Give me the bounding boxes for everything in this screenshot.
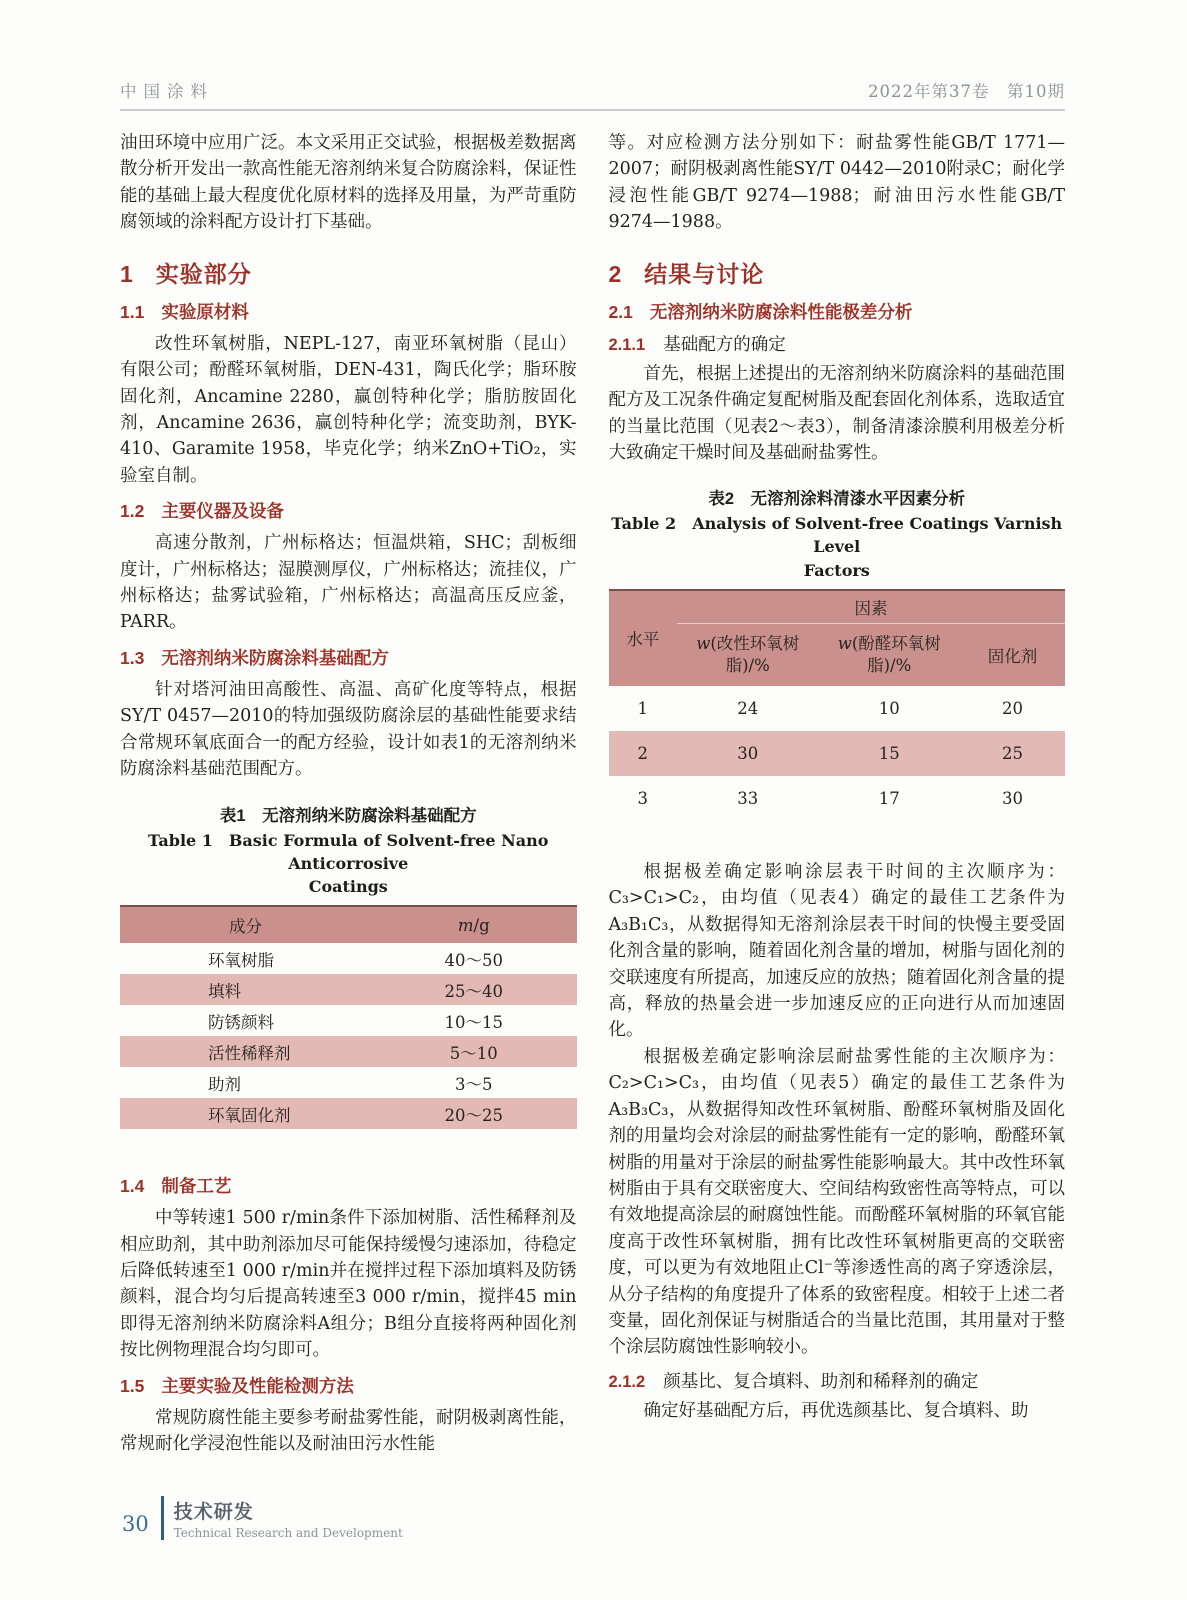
table-1-basic-formula <box>120 905 577 1129</box>
paragraph-equipment: 高速分散剂，广州标格达；恒温烘箱，SHC；刮板细度计，广州标格达；湿膜测厚仪，广州标格达；流挂仪，广州标格达；盐雾试验箱，广州标格达；高温高压反应釜，PARR。 <box>120 533 577 633</box>
table-row: 环氧树脂 40～50 <box>208 950 504 970</box>
page-number: 30 <box>122 1512 149 1536</box>
table-1-caption-en2: Coatings <box>308 876 388 896</box>
footer-divider <box>161 1496 164 1540</box>
table-1-col-mass: m/g <box>457 915 490 935</box>
table-1-caption <box>120 805 577 898</box>
two-column-body <box>120 130 1065 1457</box>
table-row: 1 24 10 20 <box>637 698 1023 718</box>
table-2-col-level: 水平 <box>626 630 660 650</box>
table-2-caption-zh: 表2 无溶剂涂料清漆水平因素分析 <box>708 490 966 509</box>
right-column <box>609 130 1066 1457</box>
paragraph-base-determination: 首先，根据上述提出的无溶剂纳米防腐涂料的基础范围配方及工况条件确定复配树脂及配套固化剂体系，选取适宜的当量比范围（见表2～表3），制备清漆涂膜利用极差分析大致确定干燥时间及基础耐盐雾性。 <box>608 363 1065 463</box>
paragraph-materials: 改性环氧树脂，NEPL-127，南亚环氧树脂（昆山）有限公司；酚醛环氧树脂，DEN-431，陶氏化学；脂环胺固化剂，Ancamine 2280，赢创特种化学；脂肪胺固化剂，Ancamine 2636，赢创特种化学；流变助剂，BYK-410、Garamite 1958，毕克化学；纳米ZnO+TiO₂，实验室自制。 <box>120 333 577 486</box>
footer-section-en: Technical Research and Development <box>173 1525 403 1540</box>
table-2-factors-header: 因素 <box>677 590 1065 624</box>
paragraph-range-drytime: 根据极差确定影响涂层表干时间的主次顺序为：C₃>C₁>C₂，由均值（见表4）确定的最佳工艺条件为A₃B₁C₃，从数据得知无溶剂涂层表干时间的快慢主要受固化剂含量的影响，随着固化剂含量的增加，树脂与固化剂的交联速度有所提高，加速反应的放热；随着固化剂含量的提高，释放的热量会进一步加速反应的正向进行从而加速固化。 <box>608 861 1065 1041</box>
paragraph-base-formula: 针对塔河油田高酸性、高温、高矿化度等特点，根据SY/T 0457—2010的特加强级防腐涂层的基础性能要求结合常规环氧底面合一的配方经验，设计如表1的无溶剂纳米防腐涂料基础范围配方。 <box>120 679 577 780</box>
section-2-1-1-heading: 2.1.1 基础配方的确定 <box>608 334 786 355</box>
table-2-header-row-2 <box>609 624 1066 686</box>
journal-issue: 2022年第37卷 第10期 <box>868 82 1065 101</box>
table-2-caption-en2: Factors <box>803 560 870 580</box>
section-1-2-heading: 1.2 主要仪器及设备 <box>120 501 284 522</box>
table-1-header-row <box>120 906 577 943</box>
section-2-heading: 2 结果与讨论 <box>608 260 765 287</box>
table-2-col-novolac-epoxy: w(酚醛环氧树脂)/% <box>837 633 941 676</box>
table-row: 2 30 15 25 <box>609 731 1066 776</box>
paragraph-test-methods: 常规防腐性能主要参考耐盐雾性能，耐阴极剥离性能，常规耐化学浸泡性能以及耐油田污水性能 <box>120 1407 577 1455</box>
section-title: 实验部分 <box>155 260 252 287</box>
section-1-5-heading: 1.5 主要实验及性能检测方法 <box>120 1375 354 1396</box>
table-1-col-component: 成分 <box>229 917 263 937</box>
table-row: 填料 25～40 <box>120 974 577 1005</box>
footer-section <box>174 1497 403 1540</box>
table-2-caption-en: Table 2 Analysis of Solvent-free Coatings Varnish Level <box>611 514 1063 557</box>
section-2-1-heading: 2.1 无溶剂纳米防腐涂料性能极差分析 <box>608 301 913 322</box>
table-row: 环氧固化剂 20～25 <box>120 1098 577 1129</box>
paragraph-range-saltspray: 根据极差确定影响涂层耐盐雾性能的主次顺序为：C₂>C₁>C₃，由均值（见表5）确定的最佳工艺条件为A₃B₃C₃，从数据得知改性环氧树脂、酚醛环氧树脂及固化剂的用量均会对涂层的耐盐雾性能有一定的影响，酚醛环氧树脂的用量对于涂层的耐盐雾性能影响最大。其中改性环氧树脂由于具有交联密度大、空间结构致密性高等特点，可以有效地提高涂层的耐腐蚀性能。而酚醛环氧树脂的环氧官能度高于改性环氧树脂，拥有比改性环氧树脂更高的交联密度，可以更为有效地阻止Cl⁻等渗透性高的离子穿透涂层，从分子结构的角度提升了体系的致密程度。相较于上述二者变量，固化剂保证与树脂适合的当量比范围，其用量对于整个涂层防腐蚀性影响较小。 <box>608 1046 1065 1358</box>
table-2-header-row-1 <box>609 590 1066 624</box>
section-1-heading <box>120 256 577 289</box>
table-2-caption <box>609 488 1066 581</box>
section-number: 1 <box>120 260 134 287</box>
section-2-1-2-heading: 2.1.2 颜基比、复合填料、助剂和稀释剂的确定 <box>608 1371 979 1392</box>
paragraph-intro-continued: 油田环境中应用广泛。本文采用正交试验，根据极差数据离散分析开发出一款高性能无溶剂纳米复合防腐涂料，保证性能的基础上最大程度优化原材料的选择及用量，为严苛重防腐领域的涂料配方设计打下基础。 <box>120 133 577 233</box>
paragraph-process: 中等转速1 500 r/min条件下添加树脂、活性稀释剂及相应助剂，其中助剂添加尽可能保持缓慢匀速添加，待稳定后降低转速至1 000 r/min并在搅拌过程下添加填料及防锈颜料，混合均匀后提高转速至3 000 r/min，搅拌45 min即得无溶剂纳米防腐涂料A组分；B组分直接将两种固化剂按比例物理混合均匀即可。 <box>120 1208 577 1361</box>
table-row: 活性稀释剂 5～10 <box>120 1036 577 1067</box>
table-2-col-hardener: 固化剂 <box>987 647 1038 667</box>
journal-name: 中国涂料 <box>120 82 214 101</box>
left-column <box>120 130 577 1457</box>
paragraph-next-optimization: 确定好基础配方后，再优选颜基比、复合填料、助 <box>643 1400 1029 1421</box>
table-2-level-factors <box>609 589 1066 821</box>
section-1-4-heading: 1.4 制备工艺 <box>120 1176 232 1197</box>
footer-section-zh: 技术研发 <box>173 1501 254 1523</box>
paragraph-test-methods-continued: 等。对应检测方法分别如下：耐盐雾性能GB/T 1771—2007；耐阴极剥离性能SY/T 0442—2010附录C；耐化学浸泡性能GB/T 9274—1988；耐油田污水性能GB/T 9274—1988。 <box>608 133 1065 233</box>
table-1-caption-zh: 表1 无溶剂纳米防腐涂料基础配方 <box>219 806 477 825</box>
table-row: 防锈颜料 10～15 <box>208 1012 504 1032</box>
running-head <box>120 78 1065 111</box>
page-footer <box>122 1496 403 1540</box>
section-1-3-heading: 1.3 无溶剂纳米防腐涂料基础配方 <box>120 647 389 668</box>
table-1-caption-en: Table 1 Basic Formula of Solvent-free Nano Anticorrosive <box>148 830 549 873</box>
table-row: 助剂 3～5 <box>208 1074 493 1094</box>
section-1-1-heading: 1.1 实验原材料 <box>120 301 249 322</box>
table-row: 3 33 17 30 <box>637 788 1023 808</box>
table-2-col-modified-epoxy: w(改性环氧树脂)/% <box>696 633 800 676</box>
